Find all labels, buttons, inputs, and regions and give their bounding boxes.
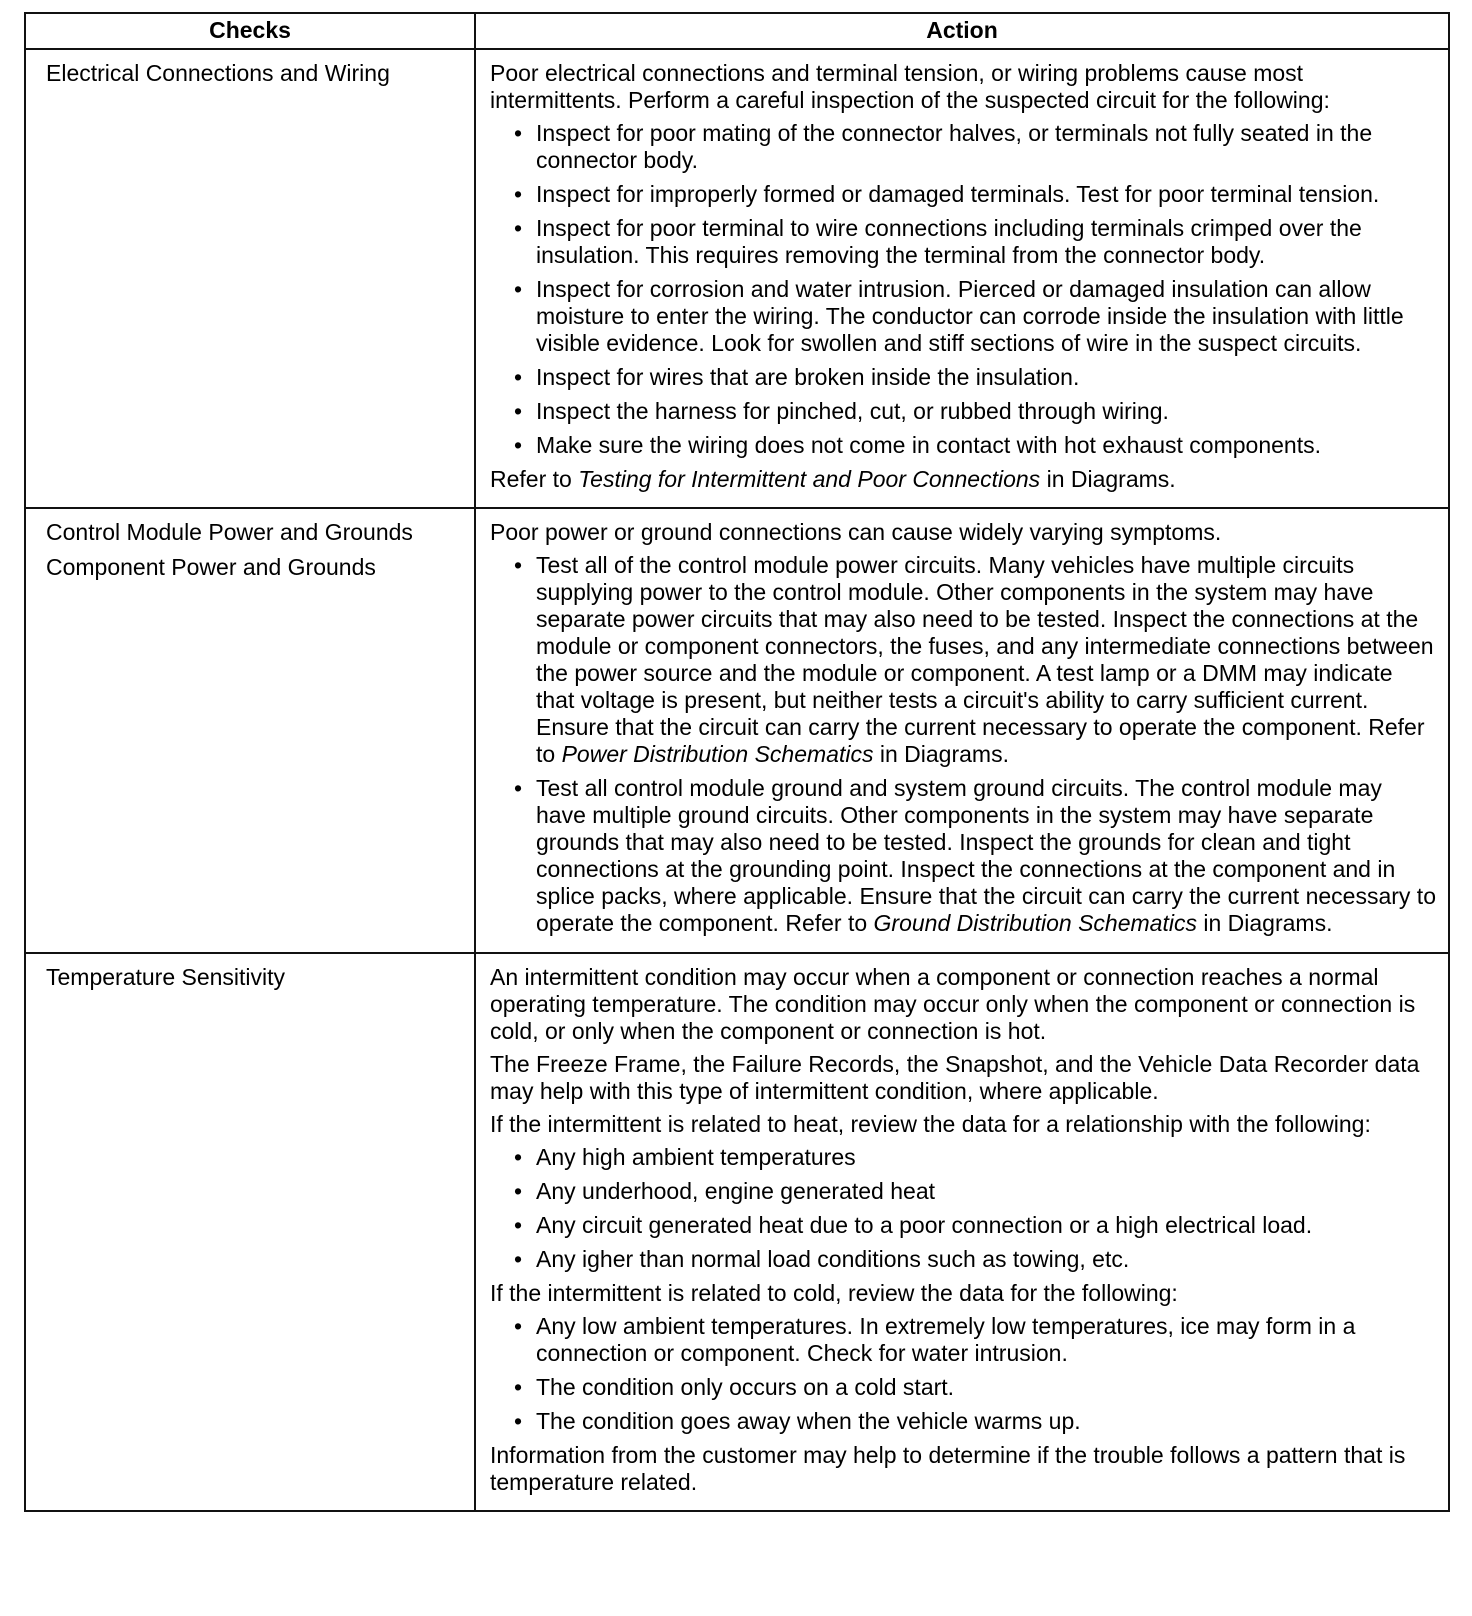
ref-suffix: in Diagrams. — [1046, 466, 1176, 492]
check-label: Temperature Sensitivity — [46, 964, 286, 990]
bullet-list — [490, 120, 1436, 459]
heat-bullet-list — [490, 1144, 1436, 1273]
check-label: Electrical Connections and Wiring — [46, 60, 390, 86]
table-row-power-grounds — [25, 508, 1449, 953]
ref-document-title: Ground Distribution Schematics — [873, 910, 1197, 936]
ref-suffix: in Diagrams. — [1203, 910, 1333, 936]
list-item: • Any circuit generated heat due to a poor connection or a high electrical load. — [536, 1212, 1436, 1239]
action-cell — [475, 49, 1449, 508]
cold-bullet-list — [490, 1313, 1436, 1435]
bullet-list — [490, 552, 1436, 937]
list-item: • Inspect for poor mating of the connector halves, or terminals not fully seated in the connector body. — [536, 120, 1436, 174]
list-item — [536, 552, 1436, 768]
list-item: • Inspect for improperly formed or damaged terminals. Test for poor terminal tension. — [536, 181, 1436, 208]
list-item: • The condition only occurs on a cold start. — [536, 1374, 1436, 1401]
table-row-temperature — [25, 953, 1449, 1511]
check-label: Control Module Power and Grounds — [46, 519, 413, 545]
action-cell — [475, 953, 1449, 1511]
list-item: • Inspect for poor terminal to wire connections including terminals crimped over the insulation. This requires removing the terminal from the connector body. — [536, 215, 1436, 269]
action-intro: Poor power or ground connections can cause widely varying symptoms. — [490, 519, 1222, 545]
action-column-header: Action — [475, 13, 1449, 49]
ref-document-title: Power Distribution Schematics — [561, 741, 874, 767]
action-paragraph: The Freeze Frame, the Failure Records, the Snapshot, and the Vehicle Data Recorder data may help with this type of intermittent condition, where applicable. — [490, 1051, 1420, 1104]
list-item: • Inspect for corrosion and water intrusion. Pierced or damaged insulation can allow moisture to enter the wiring. The conductor can corrode inside the insulation with little visible evidence. Look for swollen and stiff sections of wire in the suspect circuits. — [536, 276, 1436, 357]
ref-document-title: Testing for Intermittent and Poor Connections — [578, 466, 1041, 492]
list-item: • Any low ambient temperatures. In extremely low temperatures, ice may form in a connection or component. Check for water intrusion. — [536, 1313, 1436, 1367]
checks-cell — [25, 49, 475, 508]
action-cell — [475, 508, 1449, 953]
list-item: • Any igher than normal load conditions such as towing, etc. — [536, 1246, 1436, 1273]
action-paragraph: An intermittent condition may occur when a component or connection reaches a normal operating temperature. The condition may occur only when the component or connection is cold, or only when the component or connection is hot. — [490, 964, 1416, 1044]
header-row — [25, 13, 1449, 49]
bullet-text: Test all of the control module power circuits. Many vehicles have multiple circuits supplying power to the control module. Other components in the system may have separate power circuits that may also need to be tested. Inspect the connections at the module or component connectors, the fuses, and any intermediate connections between the power source and the module or component. A test lamp or a DMM may indicate that voltage is present, but neither tests a circuit's ability to carry sufficient current. Ensure that the circuit can carry the current necessary to operate the component. Refer to — [536, 552, 1434, 767]
ref-prefix: Refer to — [490, 466, 572, 492]
ref-suffix: in Diagrams. — [879, 741, 1009, 767]
list-item: • Inspect for wires that are broken inside the insulation. — [536, 364, 1436, 391]
checks-cell — [25, 953, 475, 1511]
action-intro: Poor electrical connections and terminal tension, or wiring problems cause most intermittents. Perform a careful inspection of the suspected circuit for the following: — [490, 60, 1330, 113]
list-item: • Inspect the harness for pinched, cut, or rubbed through wiring. — [536, 398, 1436, 425]
checks-cell — [25, 508, 475, 953]
action-paragraph: If the intermittent is related to cold, review the data for the following: — [490, 1280, 1178, 1306]
list-item — [536, 775, 1436, 937]
list-item: • The condition goes away when the vehicle warms up. — [536, 1408, 1436, 1435]
action-paragraph: Information from the customer may help to determine if the trouble follows a pattern that is temperature related. — [490, 1442, 1406, 1495]
list-item: • Any underhood, engine generated heat — [536, 1178, 1436, 1205]
action-paragraph: If the intermittent is related to heat, review the data for a relationship with the following: — [490, 1111, 1371, 1137]
checks-column-header: Checks — [25, 13, 475, 49]
bullet-text: Test all control module ground and system ground circuits. The control module may have multiple ground circuits. Other components in the system may have separate grounds that may also need to be tested. Inspect the grounds for clean and tight connections at the grounding point. Inspect the connections at the component and in splice packs, where applicable. Ensure that the circuit can carry the current necessary to operate the component. Refer to — [536, 775, 1436, 936]
checks-action-table — [24, 12, 1450, 1512]
reference-line — [490, 466, 1436, 493]
list-item: • Any high ambient temperatures — [536, 1144, 1436, 1171]
check-label: Component Power and Grounds — [46, 554, 376, 580]
table-row-electrical — [25, 49, 1449, 508]
list-item: • Make sure the wiring does not come in contact with hot exhaust components. — [536, 432, 1436, 459]
